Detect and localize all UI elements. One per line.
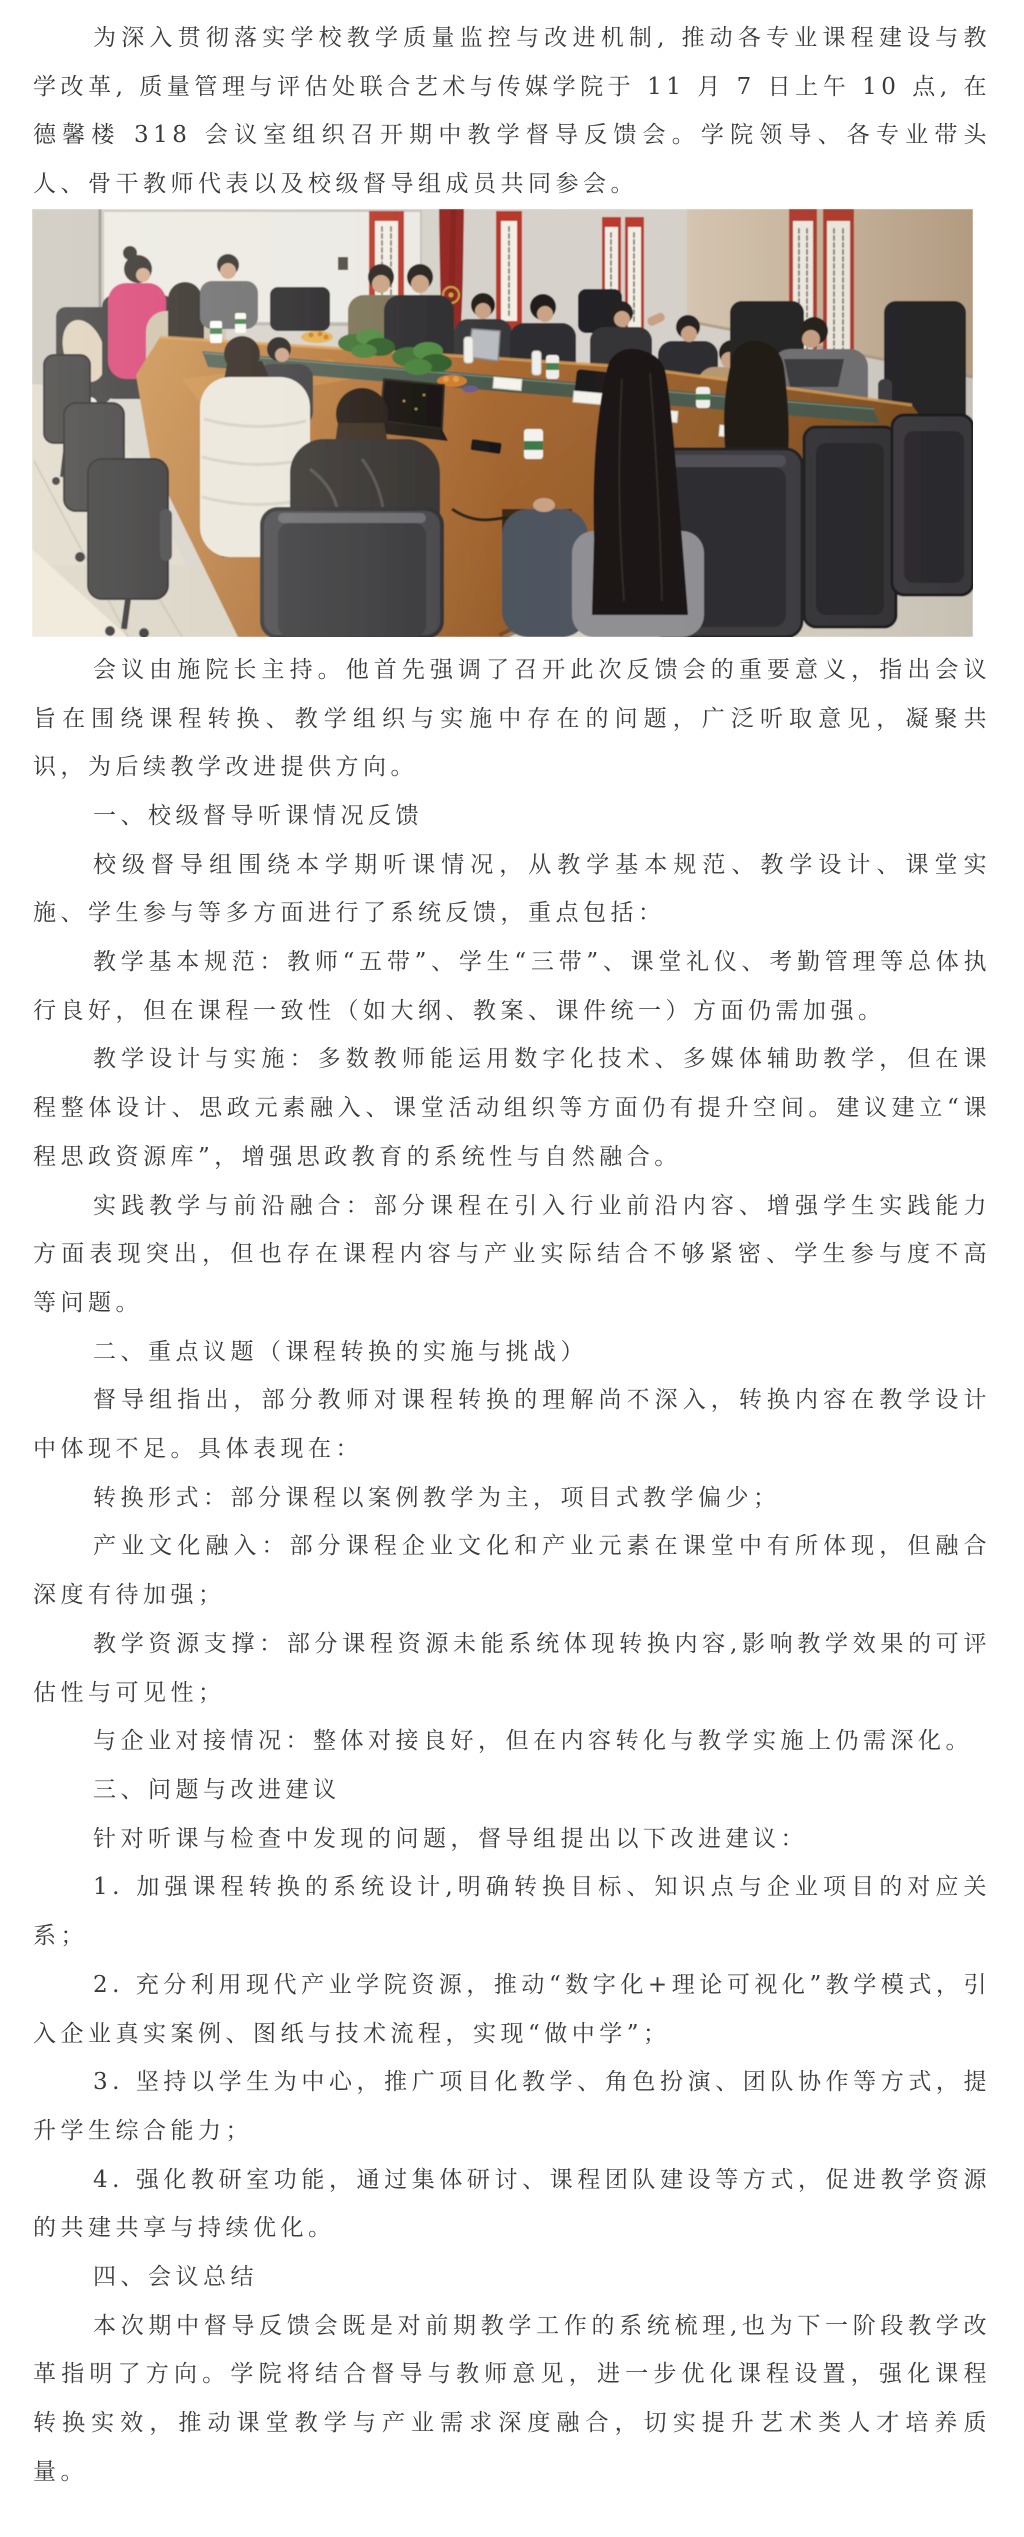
photo-canvas <box>32 209 973 637</box>
body-paragraph: 1. 加强课程转换的系统设计,明确转换目标、知识点与企业项目的对应关系； <box>33 1874 991 1950</box>
body-paragraph: 教学资源支撑：部分课程资源未能系统体现转换内容,影响教学效果的可评估性与可见性； <box>33 1630 991 1706</box>
body-paragraph: 会议由施院长主持。他首先强调了召开此次反馈会的重要意义，指出会议旨在围绕课程转换、教学组织与实施中存在的问题，广泛听取意见，凝聚共识，为后续教学改进提供方向。 <box>33 656 991 781</box>
body-paragraph: 为深入贯彻落实学校教学质量监控与改进机制, 推动各专业课程建设与教学改革, 质量管理与评估处联合艺术与传媒学院于 11 月 7 日上午 10 点, 在德馨楼 318 会议室组织召开期中教学督导反馈会。学院领导、各专业带头人、骨干教师代表以及校级督导组成员共同参会。 <box>33 25 991 198</box>
body-paragraph: 实践教学与前沿融合：部分课程在引入行业前沿内容、增强学生实践能力方面表现突出，但也存在课程内容与产业实际结合不够紧密、学生参与度不高等问题。 <box>33 1192 991 1316</box>
body-paragraph: 产业文化融入：部分课程企业文化和产业元素在课堂中有所体现，但融合深度有待加强； <box>33 1533 991 1609</box>
intro-paragraphs <box>33 14 991 209</box>
section-heading: 二、重点议题（课程转换的实施与挑战） <box>93 1338 588 1365</box>
body-paragraphs <box>33 646 991 2497</box>
body-paragraph: 3. 坚持以学生为中心，推广项目化教学、角色扮演、团队协作等方式，提升学生综合能力； <box>33 2069 991 2144</box>
body-paragraph: 校级督导组围绕本学期听课情况，从教学基本规范、教学设计、课堂实施、学生参与等多方面进行了系统反馈，重点包括： <box>33 851 991 927</box>
body-paragraph: 与企业对接情况：整体对接良好，但在内容转化与教学实施上仍需深化。 <box>93 1728 973 1755</box>
section-heading: 三、问题与改进建议 <box>93 1776 341 1803</box>
body-paragraph: 针对听课与检查中发现的问题，督导组提出以下改进建议： <box>93 1825 808 1852</box>
section-heading: 一、校级督导听课情况反馈 <box>93 802 423 829</box>
body-paragraph: 转换形式：部分课程以案例教学为主，项目式教学偏少； <box>93 1484 781 1511</box>
meeting-photo <box>32 209 973 637</box>
body-paragraph: 教学基本规范：教师“五带”、学生“三带”、课堂礼仪、考勤管理等总体执行良好，但在课程一致性（如大纲、教案、课件统一）方面仍需加强。 <box>33 949 991 1024</box>
article-body <box>33 14 991 2497</box>
body-paragraph: 2. 充分利用现代产业学院资源，推动“数字化+理论可视化”教学模式，引入企业真实案例、图纸与技术流程，实现“做中学”； <box>33 1971 991 2047</box>
body-paragraph: 督导组指出，部分教师对课程转换的理解尚不深入，转换内容在教学设计中体现不足。具体表现在： <box>33 1387 991 1463</box>
body-paragraph: 4. 强化教研室功能，通过集体研讨、课程团队建设等方式，促进教学资源的共建共享与持续优化。 <box>33 2166 991 2242</box>
section-heading: 四、会议总结 <box>93 2264 258 2291</box>
light-overlay <box>32 209 973 637</box>
body-paragraph: 教学设计与实施：多数教师能运用数字化技术、多媒体辅助教学，但在课程整体设计、思政元素融入、课堂活动组织等方面仍有提升空间。建议建立“课程思政资源库”，增强思政教育的系统性与自然融合。 <box>33 1046 991 1170</box>
body-paragraph: 本次期中督导反馈会既是对前期教学工作的系统梳理,也为下一阶段教学改革指明了方向。学院将结合督导与教师意见，进一步优化课程设置，强化课程转换实效，推动课堂教学与产业需求深度融合，切实提升艺术类人才培养质量。 <box>33 2312 991 2485</box>
